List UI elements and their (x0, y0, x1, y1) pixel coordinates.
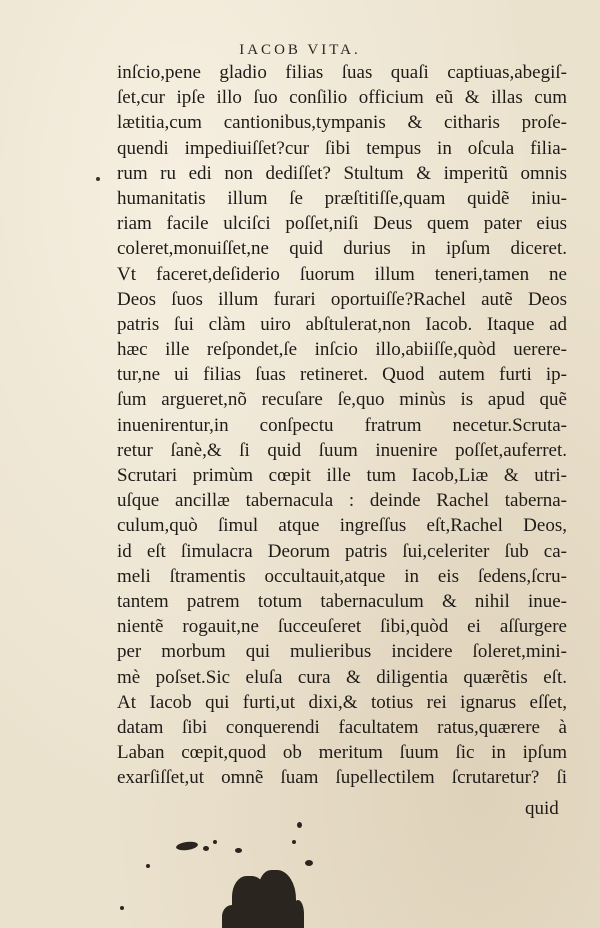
text-line: meli ſtramentis occultauit,atque in eis ſedens,ſcru- (117, 565, 567, 587)
text-line: Vt faceret,deſiderio ſuorum illum teneri,tamen ne (117, 263, 567, 285)
margin-mark (96, 177, 100, 181)
text-line: culum,quò ſimul atque ingreſſus eſt,Rachel Deos, (117, 515, 567, 537)
text-line: ſet,cur ipſe illo ſuo conſilio officium eũ & illas cum (117, 87, 567, 109)
text-line: inuenirentur,in conſpectu fratrum necetur.Scruta- (117, 414, 567, 436)
catchword: quid (525, 798, 559, 819)
text-line: patris ſui clàm uiro abſtulerat,non Iacob. Itaque ad (117, 313, 567, 335)
text-line: Deos ſuos illum furari oportuiſſe?Rachel autẽ Deos (117, 288, 567, 310)
text-line: Scrutari primùm cœpit ille tum Iacob,Liæ & utri- (117, 465, 567, 486)
text-line: tantem patrem totum tabernaculum & nihil inue- (117, 590, 567, 612)
text-line: ſum argueret,nõ recuſare ſe,quo minùs is apud quẽ (117, 389, 567, 411)
text-line: tur,ne ui filias ſuas retineret. Quod autem furti ip- (117, 364, 567, 386)
text-line: quendi impediuiſſet?cur ſibi tempus in oſcula filia- (117, 137, 567, 159)
text-line: lætitia,cum cantionibus,tympanis & citharis proſe- (117, 112, 567, 134)
running-head: IACOB VITA. (239, 42, 361, 58)
text-line: mè poſset.Sic eluſa cura & diligentia quærẽtis eſt. (117, 666, 567, 688)
text-line: datam ſibi conquerendi facultatem ratus,quærere à (117, 716, 567, 738)
text-line: id eſt ſimulacra Deorum patris ſui,celeriter ſub ca- (117, 540, 567, 562)
text-line: humanitatis illum ſe præſtitiſſe,quam quidẽ iniu- (117, 187, 567, 209)
text-line: coleret,monuiſſet,ne quid durius in ipſum diceret. (117, 238, 567, 260)
text-line: At Iacob qui furti,ut dixi,& totius rei ignarus eſſet, (117, 691, 567, 713)
text-line: riam facile ulciſci poſſet,niſi Deus quem pater eius (117, 213, 567, 235)
text-line: retur ſanè,& ſi quid ſuum inuenire poſſet,auferret. (117, 439, 567, 461)
text-line: inſcio,pene gladio filias ſuas quaſi captiuas,abegiſ- (117, 62, 567, 83)
text-line: uſque ancillæ tabernacula : deinde Rachel taberna- (117, 490, 567, 512)
text-line: Laban cœpit,quod ob meritum ſuum ſic in ipſum (117, 742, 567, 764)
text-line: nientẽ rogauit,ne ſucceuſeret ſibi,quòd ei aſſurgere (117, 616, 567, 638)
text-line: exarſiſſet,ut omnẽ ſuam ſupellectilem ſcrutaretur? ſi (117, 767, 567, 789)
text-line: rum ru edi non dediſſet? Stultum & imperitũ omnis (117, 162, 567, 184)
text-line: hæc ille reſpondet,ſe inſcio illo,abiiſſe,quòd uerere- (117, 339, 567, 361)
text-body (117, 60, 567, 790)
text-line: per morbum qui mulieribus incidere ſoleret,mini- (117, 641, 567, 663)
